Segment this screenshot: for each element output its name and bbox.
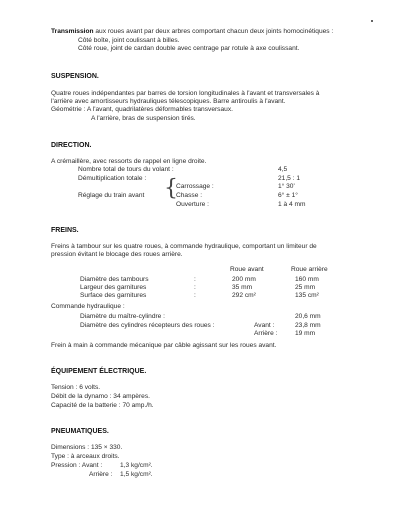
col-header-avant: Roue avant (230, 266, 264, 273)
commande-label: Commande hydraulique : (51, 303, 125, 310)
freins-title: FREINS. (51, 227, 79, 234)
brace: { (164, 176, 178, 201)
pneu-pression-avant: 1,3 kg/cm². (120, 462, 153, 469)
transmission-line-2: Côté roue, joint de cardan double avec centrage par rotule à axe coulissant. (78, 45, 300, 52)
page-mark (371, 20, 373, 22)
cylindres-label: Diamètre des cylindres récepteurs des roues : (80, 322, 215, 329)
electrique-line: Capacité de la batterie : 70 amp./h. (51, 402, 154, 409)
cylindres-arriere-label: Arrière : (254, 330, 278, 337)
brake-row-avant: 200 mm (232, 276, 256, 283)
transmission-line (51, 28, 333, 36)
suspension-geometry-1: Géométrie : A l'avant, quadrilatères déformables transversaux. (51, 106, 233, 113)
electrique-title: ÉQUIPEMENT ÉLECTRIQUE. (51, 368, 147, 375)
reglage-carrossage-value: 1° 30' (278, 183, 295, 190)
reglage-label: Réglage du train avant (78, 192, 145, 199)
transmission-label: Transmission (51, 28, 94, 35)
pneu-pression-arriere: 1,5 kg/cm². (120, 471, 153, 478)
transmission-text: aux roues avant par deux arbres comportant chacun deux joints homocinétiques : (95, 28, 334, 35)
freins-p2: pression évitant le blocage des roues arrière. (51, 251, 183, 258)
colon: : (194, 284, 196, 291)
maitre-cylindre-label: Diamètre du maître-cylindre : (80, 313, 166, 320)
electrique-line: Tension : 6 volts. (51, 384, 101, 391)
direction-row-label: Nombre total de tours du volant : (78, 166, 174, 173)
brake-row-avant: 292 cm² (232, 292, 256, 299)
brake-row-avant: 35 mm (232, 284, 253, 291)
pneu-dimensions: Dimensions : 135 × 330. (51, 444, 123, 451)
pneu-pression-arriere-label: Arrière : (89, 471, 113, 478)
direction-intro: A crémaillère, avec ressorts de rappel en ligne droite. (51, 158, 207, 165)
reglage-carrossage-label: Carrossage : (176, 183, 214, 190)
brake-row-label: Diamètre des tambours (80, 276, 149, 283)
colon: : (194, 276, 196, 283)
brake-row-arriere: 135 cm² (295, 292, 319, 299)
electrique-line: Débit de la dynamo : 34 ampères. (51, 393, 150, 400)
col-header-arriere: Roue arrière (291, 266, 328, 273)
brake-row-arriere: 25 mm (295, 284, 316, 291)
reglage-chasse-label: Chasse : (176, 192, 203, 199)
transmission-line-1: Côté boîte, joint coulissant à billes. (78, 37, 180, 44)
suspension-p1: Quatre roues indépendantes par barres de torsion longitudinales à l'avant et transversales à (51, 90, 320, 97)
pneu-type: Type : à arceaux droits. (51, 453, 120, 460)
maitre-cylindre-value: 20,6 mm (295, 313, 321, 320)
cylindres-arriere-value: 19 mm (295, 330, 316, 337)
frein-main: Frein à main à commande mécanique par câble agissant sur les roues avant. (51, 342, 277, 349)
brake-row-arriere: 160 mm (295, 276, 319, 283)
suspension-p2: l'arrière avec amortisseurs hydrauliques télescopiques. Barre antiroulis à l'avant. (51, 98, 286, 105)
cylindres-avant-label: Avant : (254, 322, 275, 329)
reglage-chasse-value: 6° ± 1° (278, 192, 298, 199)
brake-row-label: Surface des garnitures (80, 292, 147, 299)
suspension-title: SUSPENSION. (51, 73, 99, 80)
colon: : (194, 292, 196, 299)
pneu-pression-label: Pression : Avant : (51, 462, 103, 469)
direction-row-value: 4,5 (278, 166, 288, 173)
freins-p1: Freins à tambour sur les quatre roues, à commande hydraulique, comportant un limiteur de (51, 243, 317, 250)
brake-row-label: Largeur des garnitures (80, 284, 147, 291)
direction-title: DIRECTION. (51, 142, 92, 149)
pneumatiques-title: PNEUMATIQUES. (51, 428, 109, 435)
suspension-geometry-2: A l'arrière, bras de suspension tirés. (91, 115, 196, 122)
reglage-ouverture-value: 1 à 4 mm (278, 201, 306, 208)
direction-row-value: 21,5 : 1 (278, 175, 300, 182)
reglage-ouverture-label: Ouverture : (176, 201, 209, 208)
direction-row-label: Démultiplication totale : (78, 175, 147, 182)
cylindres-avant-value: 23,8 mm (295, 322, 321, 329)
